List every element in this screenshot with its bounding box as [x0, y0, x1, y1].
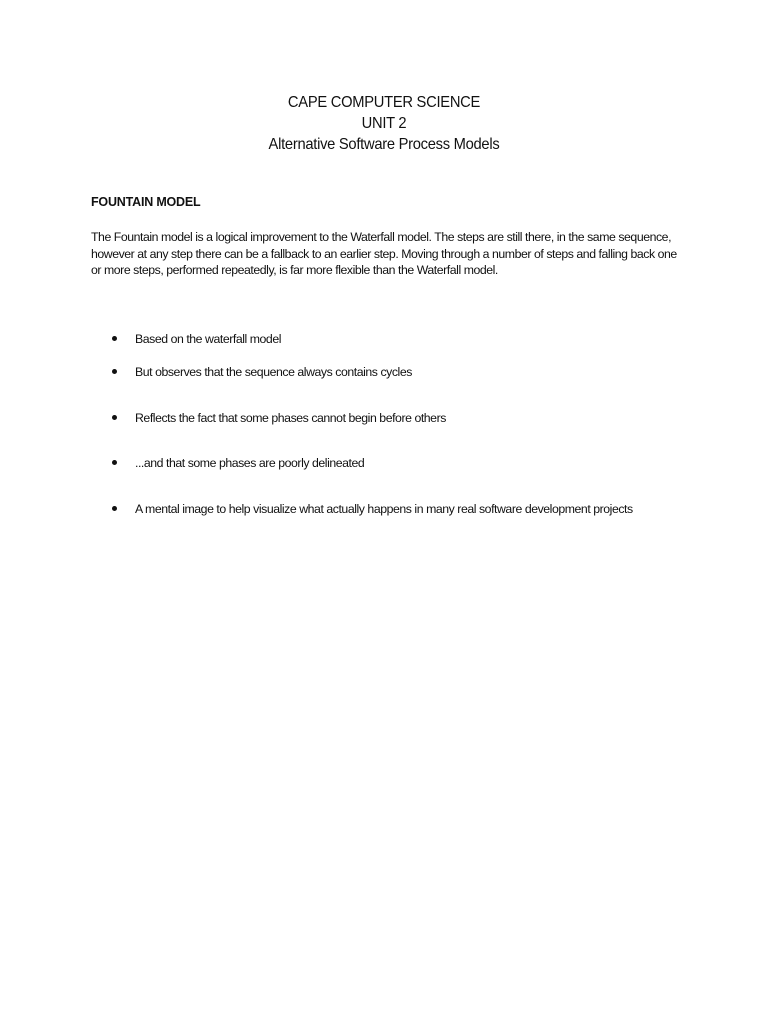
- list-item: [112, 331, 281, 347]
- title-topic: Alternative Software Process Models: [268, 136, 500, 153]
- bullet-icon: [112, 369, 117, 374]
- bullet-text: A mental image to help visualize what actually happens in many real software development projects: [135, 502, 633, 516]
- list-item: [112, 455, 364, 471]
- bullet-icon: [112, 415, 117, 420]
- title-course: CAPE COMPUTER SCIENCE: [287, 94, 481, 111]
- bullet-icon: [112, 506, 117, 511]
- bullet-text: Reflects the fact that some phases cannot begin before others: [135, 411, 446, 425]
- list-item: [112, 410, 446, 426]
- list-item: [112, 501, 633, 517]
- bullet-text: ...and that some phases are poorly delineated: [135, 456, 365, 470]
- document-title: [0, 92, 768, 155]
- bullet-text: Based on the waterfall model: [135, 332, 281, 346]
- bullet-icon: [112, 460, 117, 465]
- bullet-text: But observes that the sequence always contains cycles: [135, 365, 412, 379]
- bullet-icon: [112, 336, 117, 341]
- intro-paragraph: The Fountain model is a logical improvement to the Waterfall model. The steps are still there, in the same sequence, however at any step there can be a fallback to an earlier step. Moving through a number of steps and falling back one or more steps, performed repeatedly, is far more flexible than the Waterfall model.: [91, 230, 677, 277]
- list-item: [112, 364, 412, 380]
- section-heading: FOUNTAIN MODEL: [91, 195, 201, 209]
- title-unit: UNIT 2: [361, 115, 407, 132]
